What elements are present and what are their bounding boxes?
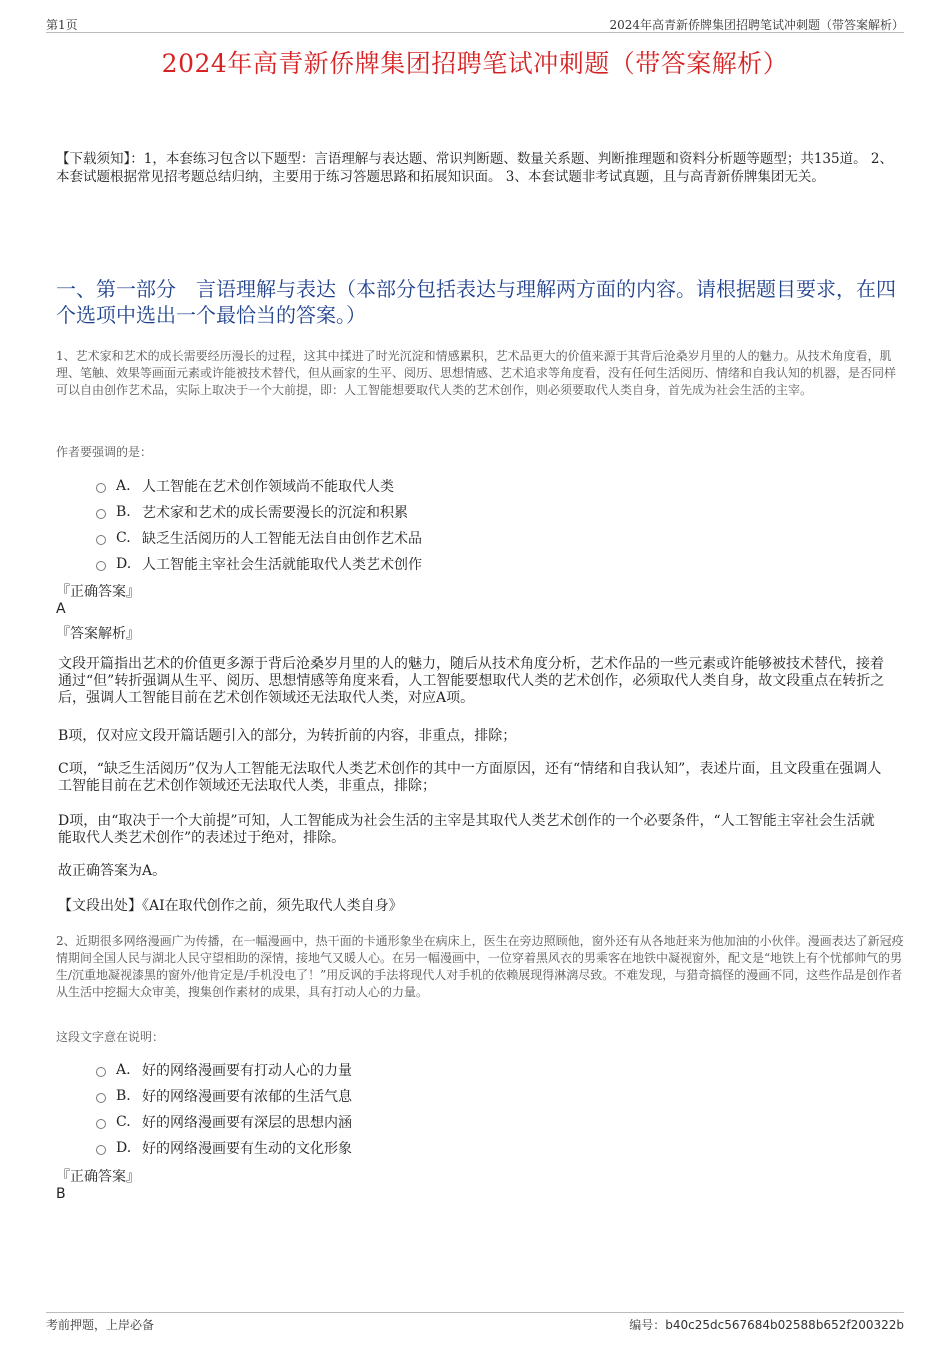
question-2-text: 2、近期很多网络漫画广为传播，在一幅漫画中，热干面的卡通形象坐在病床上，医生在旁边照顾他，窗外还有从各地赶来为他加油的小伙伴。漫画表达了新冠疫情期间全国人民与湖北人民守望相助的深情，接地气又暖人心。在另一幅漫画中，一位穿着黑风衣的男乘客在地铁中凝视窗外，配文是“地铁上有个忧郁帅气的男生/沉重地凝视漆黑的窗外/他肯定是/手机没电了！”用反讽的手法将现代人对手机的依赖展现得淋漓尽致。不难发现，与猎奇搞怪的漫画不同，这些作品是创作者从生活中挖掘大众审美，搜集创作素材的成果，具有打动人心的力量。: [56, 934, 904, 999]
analysis-paragraph: 文段开篇指出艺术的价值更多源于背后沧桑岁月里的人的魅力，随后从技术角度分析，艺术作品的一些元素或许能够被技术替代，接着通过“但”转折强调从生平、阅历、思想情感等角度来看，人工智能要想取代人类的艺术创作，必须取代人类自身，故文段重点在转折之后，强调人工智能目前在艺术创作领域还无法取代人类，对应A项。: [58, 656, 885, 706]
question-1-options: [96, 473, 422, 577]
question-2-options: [96, 1057, 352, 1161]
source-citation: 【文段出处】《AI在取代创作之前，须先取代人类自身》: [58, 898, 403, 914]
radio-icon[interactable]: [96, 1145, 106, 1155]
question-2-prompt: 这段文字意在说明：: [56, 1030, 165, 1044]
option-b[interactable]: B. 好的网络漫画要有浓郁的生活气息: [96, 1083, 352, 1109]
document-code: 编号：b40c25dc567684b02588b652f200322b: [629, 1318, 904, 1332]
option-a[interactable]: A. 人工智能在艺术创作领域尚不能取代人类: [96, 473, 422, 499]
option-c[interactable]: C. 缺乏生活阅历的人工智能无法自由创作艺术品: [96, 525, 422, 551]
radio-icon[interactable]: [96, 1093, 106, 1103]
option-d[interactable]: D. 人工智能主宰社会生活就能取代人类艺术创作: [96, 551, 422, 577]
download-notice: 【下载须知】：1，本套练习包含以下题型：言语理解与表达题、常识判断题、数量关系题、判断推理题和资料分析题等题型；共135道。 2、本套试题根据常见招考题总结归纳，主要用于练习答题思路和拓展知识面。 3、本套试题非考试真题，且与高青新侨牌集团无关。: [56, 151, 893, 185]
answer-label: 『正确答案』: [56, 584, 140, 600]
answer-label: 『正确答案』: [56, 1169, 140, 1185]
radio-icon[interactable]: [96, 561, 106, 571]
question-1-text: 1、艺术家和艺术的成长需要经历漫长的过程，这其中揉进了时光沉淀和情感累积，艺术品更大的价值来源于其背后沧桑岁月里的人的魅力。从技术角度看，肌理、笔触、效果等画面元素或许能被技术替代，但从画家的生平、阅历、思想情感、艺术追求等角度看，没有任何生活阅历、情绪和自我认知的机器，是否同样可以自由创作艺术品，实际上取决于一个大前提，即：人工智能想要取代人类的艺术创作，则必须要取代人类自身，首先成为社会生活的主宰。: [56, 349, 897, 397]
page-footer: [46, 1312, 904, 1333]
question-1-prompt: 作者要强调的是：: [56, 445, 153, 459]
radio-icon[interactable]: [96, 483, 106, 493]
footer-slogan: 考前押题，上岸必备: [46, 1318, 155, 1332]
analysis-paragraph: D项，由“取决于一个大前提”可知，人工智能成为社会生活的主宰是其取代人类艺术创作的一个必要条件，“人工智能主宰社会生活就能取代人类艺术创作”的表述过于绝对，排除。: [58, 813, 875, 846]
radio-icon[interactable]: [96, 1067, 106, 1077]
header-doc-title: 2024年高青新侨牌集团招聘笔试冲刺题（带答案解析）: [609, 18, 904, 32]
radio-icon[interactable]: [96, 1119, 106, 1129]
radio-icon[interactable]: [96, 535, 106, 545]
option-a[interactable]: A. 好的网络漫画要有打动人心的力量: [96, 1057, 352, 1083]
option-c[interactable]: C. 好的网络漫画要有深层的思想内涵: [96, 1109, 352, 1135]
radio-icon[interactable]: [96, 509, 106, 519]
option-d[interactable]: D. 好的网络漫画要有生动的文化形象: [96, 1135, 352, 1161]
analysis-label: 『答案解析』: [56, 626, 140, 642]
page-header: [46, 14, 904, 33]
analysis-paragraph: C项，“缺乏生活阅历”仅为人工智能无法取代人类艺术创作的其中一方面原因，还有“情绪和自我认知”，表述片面，且文段重在强调人工智能目前在艺术创作领域还无法取代人类，非重点，排除；: [58, 761, 882, 794]
analysis-paragraph: 故正确答案为A。: [58, 863, 167, 879]
document-title: 2024年高青新侨牌集团招聘笔试冲刺题（带答案解析）: [161, 49, 789, 78]
answer-value: B: [56, 1186, 66, 1202]
section-heading: 一、第一部分 言语理解与表达（本部分包括表达与理解两方面的内容。请根据题目要求，在四个选项中选出一个最恰当的答案。）: [56, 277, 896, 327]
page-number: 第1页: [46, 18, 78, 32]
analysis-paragraph: B项，仅对应文段开篇话题引入的部分，为转折前的内容，非重点，排除；: [58, 728, 517, 744]
answer-value: A: [56, 601, 66, 617]
option-b[interactable]: B. 艺术家和艺术的成长需要漫长的沉淀和积累: [96, 499, 422, 525]
